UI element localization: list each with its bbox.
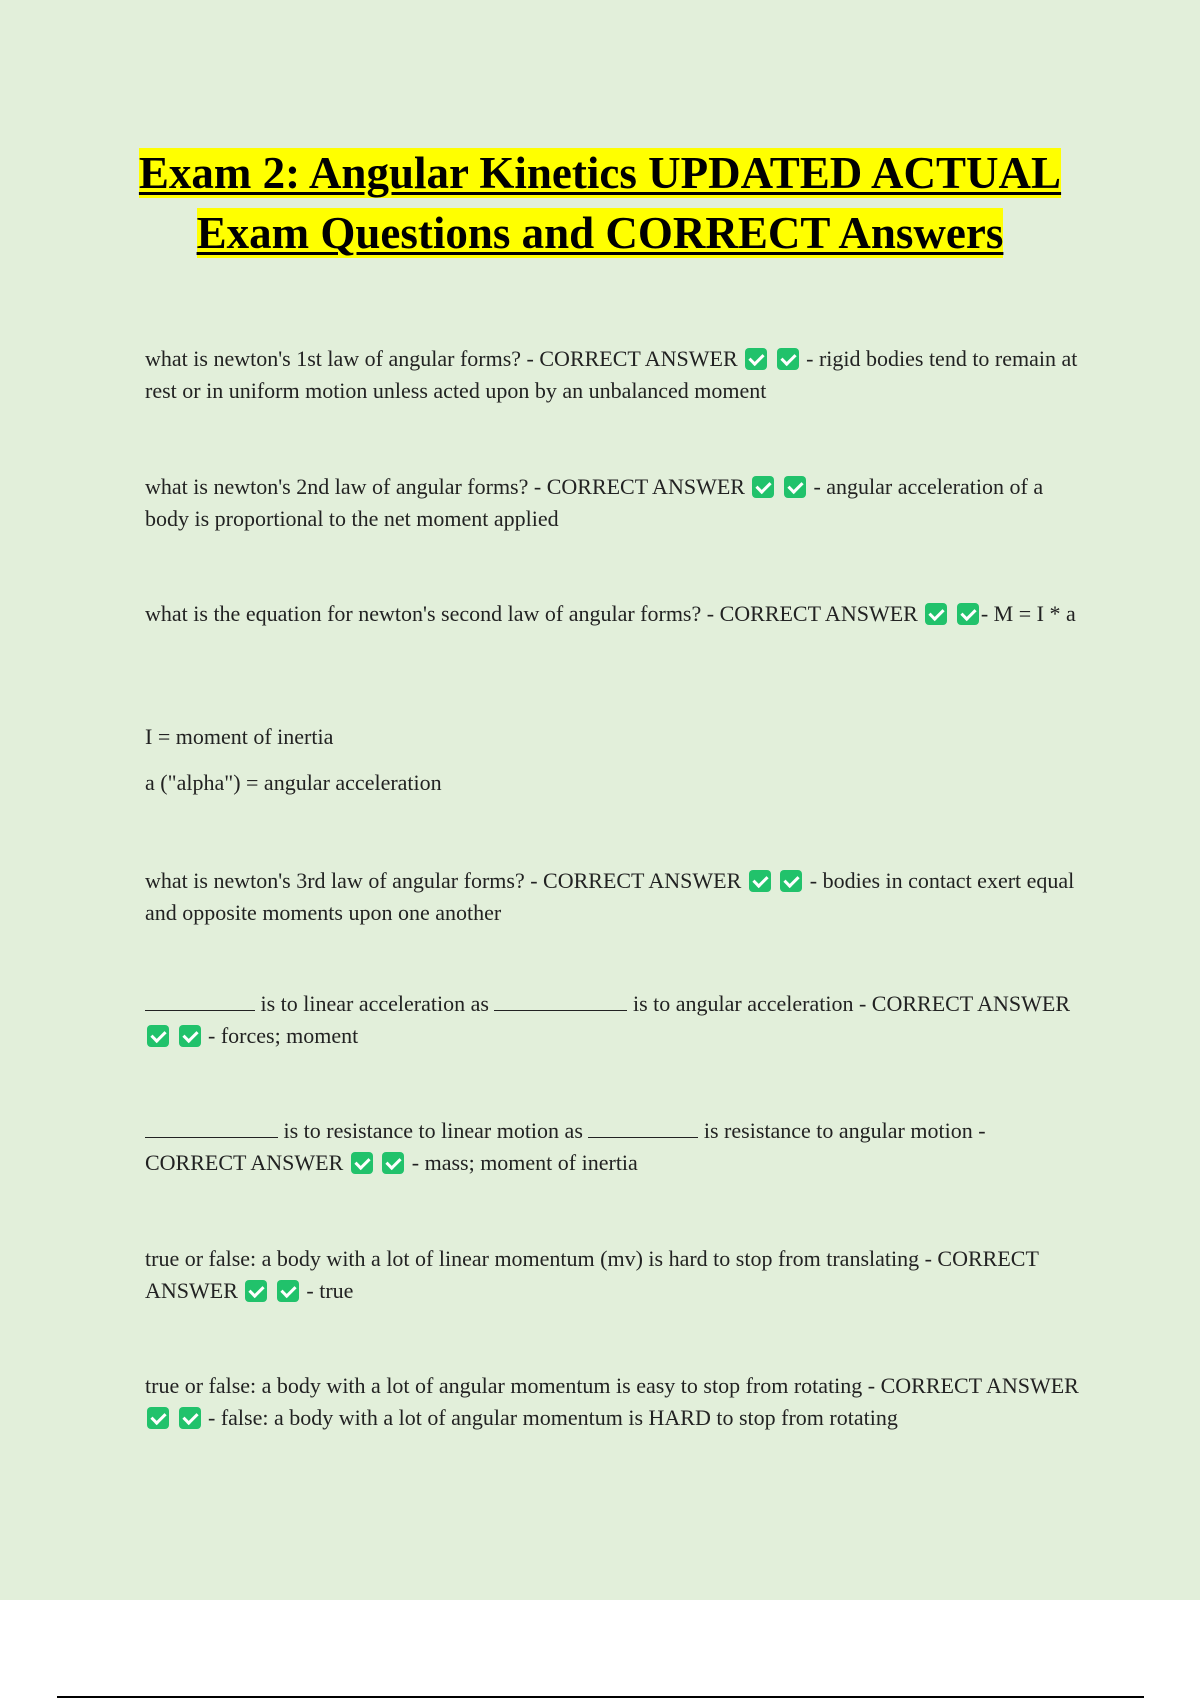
check-mark-icon [784,476,806,498]
check-mark-icon [777,348,799,370]
check-mark-icon [179,1025,201,1047]
check-mark-icon [752,476,774,498]
check-mark-icon [780,870,802,892]
footer-divider [57,1696,1144,1698]
check-mark-icon [925,603,947,625]
note-text: a ("alpha") = angular acceleration [145,770,442,795]
qa-item-5 [145,988,1085,1052]
check-mark-icon [147,1025,169,1047]
qa-item-7 [145,1243,1085,1307]
answer-text: - M = I * a [980,601,1076,626]
note-text: I = moment of inertia [145,724,334,749]
check-mark-icon [179,1407,201,1429]
answer-text: - false: a body with a lot of angular momentum is HARD to stop from rotating [208,1405,898,1430]
check-mark-icon [749,870,771,892]
qa-item-4 [145,865,1085,929]
qa-item-8 [145,1370,1085,1434]
question-text: is to angular acceleration - CORRECT ANSWER [627,991,1071,1016]
question-text: true or false: a body with a lot of angular momentum is easy to stop from rotating - CORRECT ANSWER [145,1373,1079,1398]
fill-in-blank [588,1117,698,1138]
check-mark-icon [957,603,979,625]
answer-text: - mass; moment of inertia [411,1150,638,1175]
title-text: Exam 2: Angular Kinetics UPDATED ACTUAL Exam Questions and CORRECT Answers [138,148,1062,258]
question-text: is to resistance to linear motion as [278,1118,589,1143]
qa-item-3 [145,598,1085,630]
qa-note-1 [145,721,1085,753]
check-mark-icon [277,1280,299,1302]
check-mark-icon [147,1407,169,1429]
question-text: what is newton's 3rd law of angular forms? - CORRECT ANSWER [145,868,742,893]
document-title [100,143,1100,263]
qa-item-2 [145,471,1085,535]
question-text: what is newton's 1st law of angular forms? - CORRECT ANSWER [145,346,738,371]
check-mark-icon [745,348,767,370]
question-text: is to linear acceleration as [255,991,495,1016]
answer-text: - angular acceleration of a body is proportional to the net moment applied [145,474,1044,531]
answer-text: - bodies in contact exert equal and opposite moments upon one another [145,868,1075,925]
fill-in-blank [494,990,627,1011]
fill-in-blank [145,990,255,1011]
check-mark-icon [351,1152,373,1174]
answer-text: - true [306,1278,354,1303]
fill-in-blank [145,1117,278,1138]
qa-note-2 [145,767,1085,799]
question-text: is resistance to angular motion - CORRECT ANSWER [145,1118,986,1175]
answer-text: - forces; moment [208,1023,359,1048]
check-mark-icon [245,1280,267,1302]
question-text: what is newton's 2nd law of angular forms? - CORRECT ANSWER [145,474,745,499]
check-mark-icon [382,1152,404,1174]
question-text: true or false: a body with a lot of linear momentum (mv) is hard to stop from translating - CORRECT ANSWER [145,1246,1039,1303]
answer-text: - rigid bodies tend to remain at rest or in uniform motion unless acted upon by an unbalanced moment [145,346,1078,403]
qa-item-1 [145,343,1085,407]
question-text: what is the equation for newton's second law of angular forms? - CORRECT ANSWER [145,601,918,626]
qa-item-6 [145,1115,1085,1179]
